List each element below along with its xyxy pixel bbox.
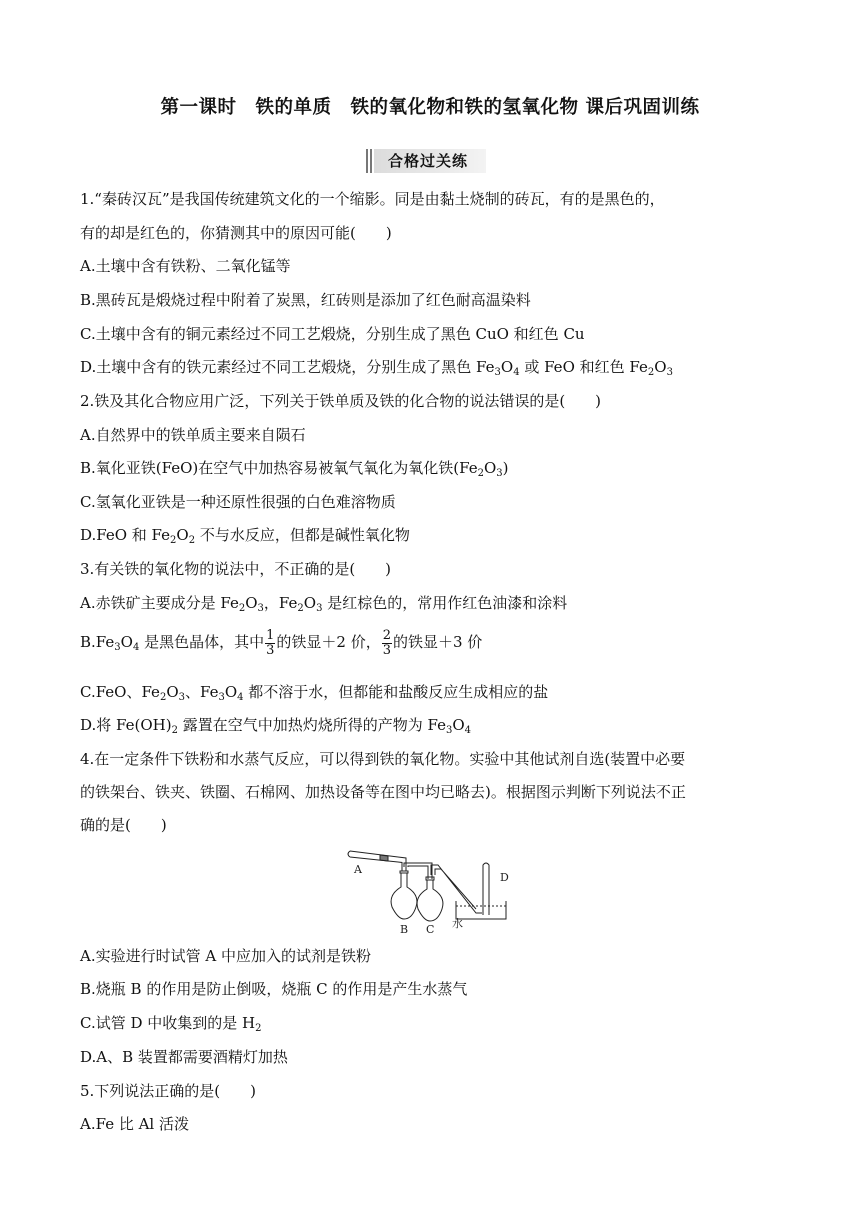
- q1-option-d: [80, 357, 673, 377]
- sub: 3: [316, 603, 323, 614]
- sub: 2: [647, 367, 655, 378]
- sub: 2: [170, 535, 177, 546]
- q3-a-text4: O: [303, 594, 317, 612]
- q2-b-text3: ): [502, 459, 509, 477]
- sub: 3: [496, 468, 503, 479]
- apparatus-figure: [340, 843, 530, 938]
- q4-option-d: D.A、B 装置都需要酒精灯加热: [80, 1048, 288, 1066]
- section-label: 合格过关练: [388, 152, 469, 170]
- sub: 2: [159, 692, 167, 703]
- q2-b-text2: O: [483, 459, 497, 477]
- q1-d-text1: D.土壤中含有的铁元素经过不同工艺煅烧，分别生成了黑色 Fe: [80, 358, 495, 376]
- q1-option-b: B.黑砖瓦是煅烧过程中附着了炭黑，红砖则是添加了红色耐高温染料: [80, 291, 531, 309]
- q2-d-text2: O: [176, 526, 189, 544]
- section-bar-left: [366, 149, 368, 173]
- q3-a-text1: A.赤铁矿主要成分是 Fe: [80, 594, 239, 612]
- page-title: 第一课时 铁的单质 铁的氧化物和铁的氢氧化物 课后巩固训练: [160, 97, 700, 118]
- q3-c-text5: 都不溶于水，但都能和盐酸反应生成相应的盐: [243, 683, 549, 701]
- label-a: A: [354, 863, 362, 876]
- q1-d-text4: O: [654, 358, 667, 376]
- sub: 4: [513, 367, 520, 378]
- sub: 3: [445, 725, 453, 736]
- q2-option-b: [80, 458, 509, 478]
- q3-option-c: [80, 682, 548, 702]
- section-header: [366, 147, 486, 175]
- q5-option-a: A.Fe 比 Al 活泼: [80, 1115, 189, 1133]
- q4-stem-line3: 确的是( ): [80, 816, 167, 834]
- sub: 3: [218, 692, 225, 703]
- section-bar-right: [370, 149, 372, 173]
- flask-c: [417, 877, 443, 921]
- q3-option-a: [80, 593, 567, 613]
- test-tube-d: [483, 863, 489, 915]
- sub: 2: [188, 535, 196, 546]
- fraction-denominator: 3: [266, 642, 275, 658]
- fraction-numerator: 2: [382, 627, 391, 643]
- q4-option-b: B.烧瓶 B 的作用是防止倒吸，烧瓶 C 的作用是产生水蒸气: [80, 980, 468, 998]
- test-tube-a: [348, 851, 398, 862]
- label-water: 水: [452, 917, 463, 930]
- sub: 2: [477, 468, 484, 479]
- q3-a-text5: 是红棕色的，常用作红色油漆和涂料: [322, 594, 568, 612]
- q5-stem: 5.下列说法正确的是( ): [80, 1082, 257, 1100]
- sub: 2: [238, 603, 246, 614]
- q3-d-text2: 露置在空气中加热灼烧所得的产物为 Fe: [177, 716, 446, 734]
- q3-a-text2: O: [245, 594, 258, 612]
- q3-d-text3: O: [452, 716, 465, 734]
- q2-stem: 2.铁及其化合物应用广泛，下列关于铁单质及铁的化合物的说法错误的是( ): [80, 392, 602, 410]
- q3-b-text5: 的铁显＋3 价: [392, 633, 483, 651]
- q1-stem-line1: 1.“秦砖汉瓦”是我国传统建筑文化的一个缩影。同是由黏土烧制的砖瓦，有的是黑色的，: [80, 190, 665, 208]
- fraction-denominator: 3: [382, 642, 391, 658]
- fraction-numerator: 1: [266, 627, 275, 643]
- q1-option-c: C.土壤中含有的铜元素经过不同工艺煅烧，分别生成了黑色 CuO 和红色 Cu: [80, 325, 585, 343]
- q3-a-text3: ，Fe: [263, 594, 298, 612]
- sub: 3: [257, 603, 264, 614]
- water-trough: [456, 901, 506, 919]
- connector-a-b: [398, 857, 406, 871]
- sub: 4: [132, 642, 140, 653]
- q3-b-text2: O: [120, 633, 133, 651]
- sub: 2: [297, 603, 304, 614]
- q2-b-text1: B.氧化亚铁(FeO)在空气中加热容易被氧气氧化为氧化铁(Fe: [80, 459, 478, 477]
- q1-option-a: A.土壤中含有铁粉、二氧化锰等: [80, 257, 291, 275]
- sub: 4: [237, 692, 244, 703]
- sub: 2: [171, 725, 178, 736]
- q1-d-text3: 或 FeO 和红色 Fe: [519, 358, 648, 376]
- q1-d-text2: O: [500, 358, 514, 376]
- sub: 2: [255, 1023, 262, 1034]
- q3-c-text1: C.FeO、Fe: [80, 683, 160, 701]
- q4-c-text1: C.试管 D 中收集到的是 H: [80, 1014, 256, 1032]
- q4-stem-line2: 的铁架台、铁夹、铁圈、石棉网、加热设备等在图中均已略去)。根据图示判断下列说法不正: [80, 783, 686, 801]
- sub: 3: [114, 642, 121, 653]
- q3-b-text3: 是黑色晶体，其中: [139, 633, 265, 651]
- q3-option-b: [80, 626, 482, 660]
- q2-d-text1: D.FeO 和 Fe: [80, 526, 171, 544]
- q3-c-text4: O: [224, 683, 238, 701]
- tube-plug: [380, 855, 388, 861]
- q4-option-c: [80, 1013, 262, 1033]
- q2-option-d: [80, 525, 410, 545]
- fraction-one-third: [265, 629, 275, 658]
- sub: 3: [666, 367, 673, 378]
- q3-b-text4: 的铁显＋2 价，: [276, 633, 381, 651]
- q2-option-a: A.自然界中的铁单质主要来自陨石: [80, 426, 306, 444]
- q3-b-text1: B.Fe: [80, 633, 115, 651]
- q4-stem-line1: 4.在一定条件下铁粉和水蒸气反应，可以得到铁的氧化物。实验中其他试剂自选(装置中必要: [80, 750, 686, 768]
- q3-option-d: [80, 715, 471, 735]
- q3-d-text1: D.将 Fe(OH): [80, 716, 172, 734]
- q3-c-text2: O: [166, 683, 179, 701]
- q4-option-a: A.实验进行时试管 A 中应加入的试剂是铁粉: [80, 947, 371, 965]
- q3-stem: 3.有关铁的氧化物的说法中，不正确的是( ): [80, 560, 392, 578]
- q2-d-text3: 不与水反应，但都是碱性氧化物: [195, 526, 410, 544]
- q1-stem-line2: 有的却是红色的，你猜测其中的原因可能( ): [80, 224, 392, 242]
- sub: 4: [464, 725, 472, 736]
- sub: 3: [178, 692, 185, 703]
- sub: 3: [494, 367, 501, 378]
- label-b: B: [400, 923, 409, 936]
- label-c: C: [426, 923, 435, 936]
- fraction-two-thirds: [382, 629, 392, 658]
- label-d: D: [500, 871, 509, 884]
- q2-option-c: C.氢氧化亚铁是一种还原性很强的白色难溶物质: [80, 493, 396, 511]
- flask-b: [391, 871, 417, 919]
- q3-c-text3: 、Fe: [185, 683, 219, 701]
